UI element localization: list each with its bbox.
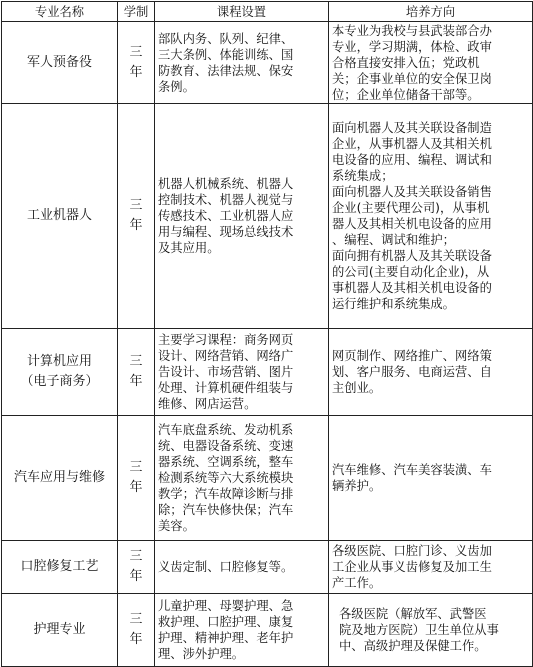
text-line: 划、客户服务、电商运营、自 [332, 365, 492, 379]
program-career [329, 594, 533, 667]
text-line: 年 [129, 64, 143, 80]
text-line: 系统集成； [332, 169, 394, 183]
text-line: 美容。 [158, 519, 195, 533]
text-line: 设计、网络营销、网络广 [158, 349, 294, 363]
text-line: 除；汽车快修快保；汽车 [158, 503, 294, 517]
program-career [329, 22, 533, 104]
text-line: 教学；汽车故障诊断与排 [158, 487, 294, 501]
text-line: 救护理、口腔护理、康复 [158, 615, 294, 629]
text-line: 企业(主要代理公司)，从事机 [332, 201, 490, 215]
text-line: 维修、网店运营。 [158, 397, 257, 411]
text-line: 条例。 [158, 79, 195, 94]
text-line: 中、高级护理及保健工作。 [339, 639, 487, 653]
text-line: 处理、计算机硬件组装与 [158, 381, 294, 395]
text-line: 三 [129, 549, 143, 564]
text-line: 防教育、法律法规、保安 [158, 63, 294, 78]
header-career-direction: 培养方向 [329, 2, 533, 22]
table-row [2, 22, 533, 104]
text-line: 汽车底盘系统、发动机系 [158, 423, 294, 437]
text-line: 电设备的应用、编程、调试和 [332, 153, 492, 167]
text-line: 的公司(主要自动化企业)，从 [332, 265, 490, 279]
text-line: 年 [129, 569, 143, 584]
text-line: 军人预备役 [26, 54, 92, 70]
text-line: 工业机器人 [26, 208, 92, 223]
program-courses [155, 22, 329, 104]
program-name [2, 416, 118, 541]
program-career [329, 416, 533, 541]
program-career [329, 104, 533, 329]
text-line: 面向机器人及其关联设备销售 [332, 185, 492, 199]
text-line: 各级医院（解放军、武警医 [339, 607, 487, 621]
program-duration [118, 329, 155, 416]
table-row [2, 104, 533, 329]
text-line: 护理、精神护理、老年护 [158, 631, 294, 645]
table-row [2, 416, 533, 541]
text-line: 专业，学习期满，体检、政审 [332, 39, 492, 54]
text-line: 主创业。 [332, 381, 382, 395]
program-table [1, 1, 533, 667]
text-line: 年 [129, 632, 143, 647]
text-line: 用与编程、现场总线技术 [158, 225, 294, 239]
text-line: 三 [129, 44, 143, 60]
text-line: 计算机应用 [26, 354, 92, 369]
program-duration [118, 104, 155, 329]
text-line: 传感技术、工业机器人应 [158, 209, 294, 223]
program-courses [155, 104, 329, 329]
text-line: 产工作。 [332, 576, 382, 590]
text-line: 各级医院、口腔门诊、义齿加 [332, 544, 492, 558]
text-line: 事机器人及其相关机电设备的 [332, 281, 492, 295]
table-row [2, 541, 533, 594]
program-courses [155, 594, 329, 667]
text-line: 检测系统等六大系统模块 [158, 471, 294, 485]
program-courses [155, 416, 329, 541]
text-line: 三 [129, 354, 143, 369]
text-line: 年 [129, 374, 143, 389]
program-duration [118, 416, 155, 541]
text-line: 面向拥有机器人及其关联设备 [332, 249, 492, 263]
program-name [2, 594, 118, 667]
text-line: 口腔修复工艺 [20, 559, 99, 574]
program-career [329, 329, 533, 416]
program-name [2, 541, 118, 594]
header-row [2, 2, 533, 22]
text-line: 三 [129, 612, 143, 627]
text-line: 年 [129, 480, 143, 495]
text-line: 统、电器设备系统、变速 [158, 439, 294, 453]
text-line: 位；企业单位储备干部等。 [332, 87, 480, 102]
text-line: 关；企事业单位的安全保卫岗 [332, 71, 492, 86]
text-line: 网页制作、网络推广、网络策 [332, 349, 492, 363]
text-line: 院及地方医院）卫生单位从事 [339, 623, 499, 637]
text-line: 三 [129, 198, 143, 213]
text-line: 三大条例、体能训练、国 [158, 47, 294, 62]
text-line: 护理专业 [33, 622, 86, 637]
program-courses [155, 541, 329, 594]
program-courses [155, 329, 329, 416]
program-duration [118, 541, 155, 594]
text-line: 汽车应用与维修 [13, 470, 105, 485]
header-duration: 学制 [118, 2, 155, 22]
program-name [2, 104, 118, 329]
table-row [2, 594, 533, 667]
text-line: 企业，从事机器人及其相关机 [332, 137, 492, 151]
text-line: 面向机器人及其关联设备制造 [332, 121, 492, 135]
program-duration [118, 594, 155, 667]
program-name [2, 22, 118, 104]
text-line: 本专业为我校与县武装部合办 [332, 23, 492, 38]
program-career [329, 541, 533, 594]
text-line: 理、涉外护理。 [158, 647, 245, 661]
text-line: 辆养护。 [332, 479, 382, 493]
table-row [2, 329, 533, 416]
text-line: 汽车维修、汽车美容装潢、车 [332, 463, 492, 477]
text-line: 主要学习课程：商务网页 [158, 333, 294, 347]
text-line: 义齿定制、口腔修复等。 [158, 560, 294, 574]
text-line: 年 [129, 218, 143, 233]
text-line: 机器人机械系统、机器人 [158, 177, 294, 191]
text-line: （电子商务） [20, 374, 99, 389]
text-line: 合格直接安排入伍；党政机 [332, 55, 480, 70]
text-line: 部队内务、队列、纪律、 [158, 31, 294, 46]
text-line: 运行维护和系统集成。 [332, 297, 455, 311]
text-line: 工企业从事义齿修复及加工生 [332, 560, 492, 574]
text-line: 器人及其相关机电设备的应用 [332, 217, 492, 231]
program-duration [118, 22, 155, 104]
header-program-name: 专业名称 [2, 2, 118, 22]
text-line: 告设计、市场营销、图片 [158, 365, 294, 379]
text-line: 、编程、调试和维护； [332, 233, 455, 247]
text-line: 器系统、空调系统，整车 [158, 455, 294, 469]
text-line: 控制技术、机器人视觉与 [158, 193, 294, 207]
text-line: 及其应用。 [158, 241, 220, 255]
header-courses: 课程设置 [155, 2, 329, 22]
text-line: 三 [129, 460, 143, 475]
text-line: 儿童护理、母婴护理、急 [158, 599, 294, 613]
program-name [2, 329, 118, 416]
